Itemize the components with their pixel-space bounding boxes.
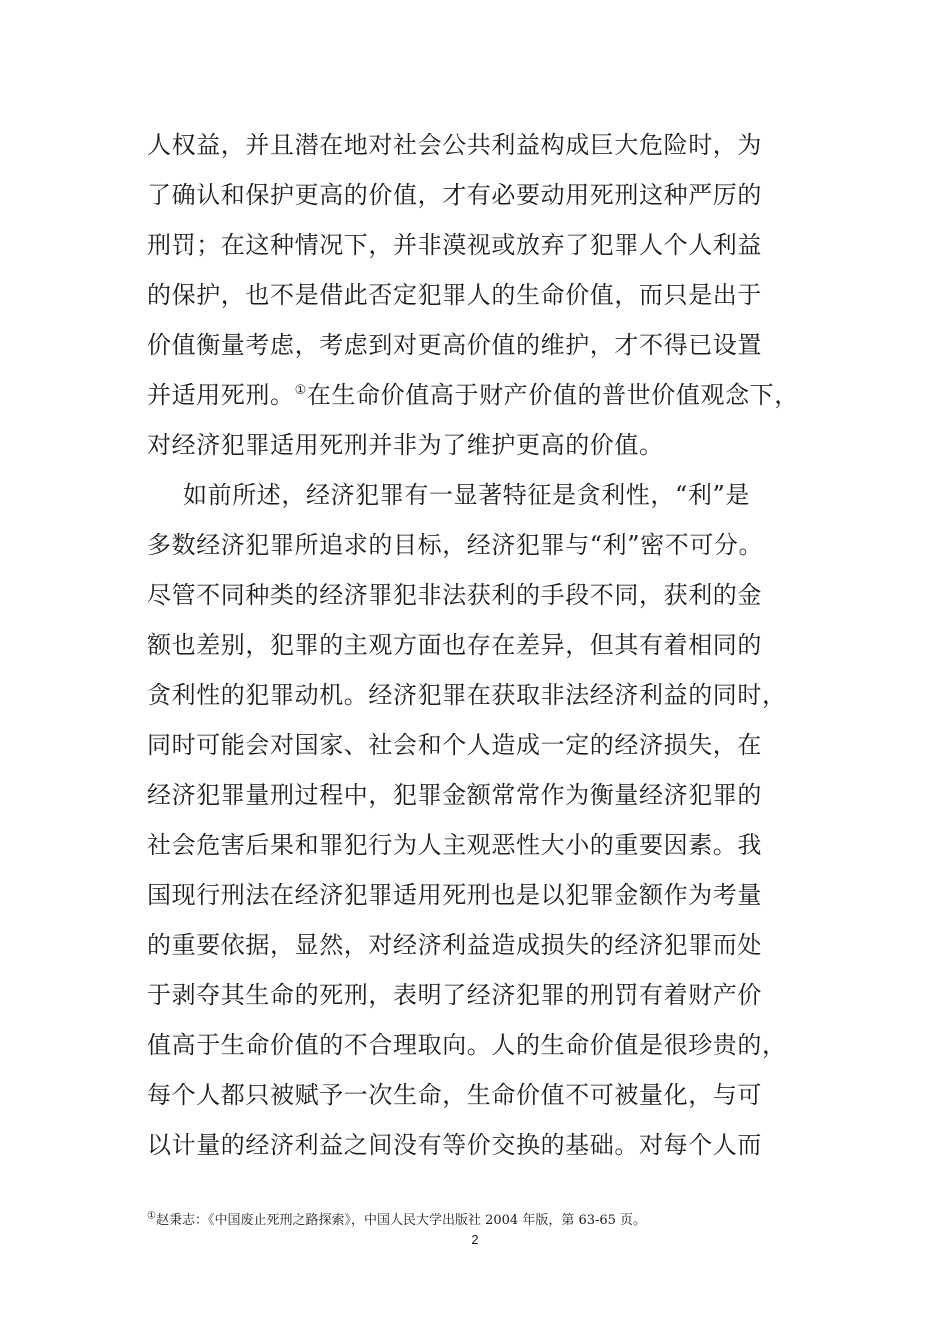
text-line: 值高于生命价值的不合理取向。人的生命价值是很珍贵的， xyxy=(147,1031,787,1059)
text-line: 尽管不同种类的经济罪犯非法获利的手段不同，获利的金 xyxy=(147,581,762,609)
body-text xyxy=(147,120,807,1170)
text-segment: 在生命价值高于财产价值的普世价值观念下， xyxy=(306,381,799,409)
footnote-text: 赵秉志：《中国废止死刑之路探索》，中国人民大学出版社 2004 年版，第 63-65 页。 xyxy=(155,1213,647,1228)
footnote-number: ① xyxy=(147,1210,156,1222)
text-line: 每个人都只被赋予一次生命，生命价值不可被量化，与可 xyxy=(147,1081,762,1109)
text-line: 国现行刑法在经济犯罪适用死刑也是以犯罪金额作为考量 xyxy=(147,881,762,909)
text-line: 的重要依据，显然，对经济利益造成损失的经济犯罪而处 xyxy=(147,931,762,959)
text-line: 对经济犯罪适用死刑并非为了维护更高的价值。 xyxy=(147,431,664,459)
footnote-reference-mark[interactable]: ① xyxy=(294,383,307,398)
text-line: 了确认和保护更高的价值，才有必要动用死刑这种严厉的 xyxy=(147,181,762,209)
text-line: 多数经济犯罪所追求的目标，经济犯罪与“利”密不可分。 xyxy=(147,531,764,559)
paragraph-first-line: 如前所述，经济犯罪有一显著特征是贪利性，“利”是 xyxy=(183,481,750,509)
text-line: 经济犯罪量刑过程中，犯罪金额常常作为衡量经济犯罪的 xyxy=(147,781,762,809)
text-line: 社会危害后果和罪犯行为人主观恶性大小的重要因素。我 xyxy=(147,831,762,859)
text-line: 的保护，也不是借此否定犯罪人的生命价值，而只是出于 xyxy=(147,281,762,309)
text-segment: 并适用死刑。 xyxy=(147,381,295,409)
text-line: 以计量的经济利益之间没有等价交换的基础。对每个人而 xyxy=(147,1131,762,1159)
text-line: 刑罚；在这种情况下，并非漠视或放弃了犯罪人个人利益 xyxy=(147,231,762,259)
text-line: 人权益，并且潜在地对社会公共利益构成巨大危险时，为 xyxy=(147,131,762,159)
page-number: 2 xyxy=(471,1232,479,1247)
text-line: 额也差别，犯罪的主观方面也存在差异，但其有着相同的 xyxy=(147,631,762,659)
text-line: 价值衡量考虑，考虑到对更高价值的维护，才不得已设置 xyxy=(147,331,762,359)
text-line: 同时可能会对国家、社会和个人造成一定的经济损失，在 xyxy=(147,731,762,759)
text-line-with-footnote xyxy=(147,370,807,420)
footnote xyxy=(147,1212,646,1230)
text-line: 于剥夺其生命的死刑，表明了经济犯罪的刑罚有着财产价 xyxy=(147,981,762,1009)
text-line: 贪利性的犯罪动机。经济犯罪在获取非法经济利益的同时， xyxy=(147,681,787,709)
